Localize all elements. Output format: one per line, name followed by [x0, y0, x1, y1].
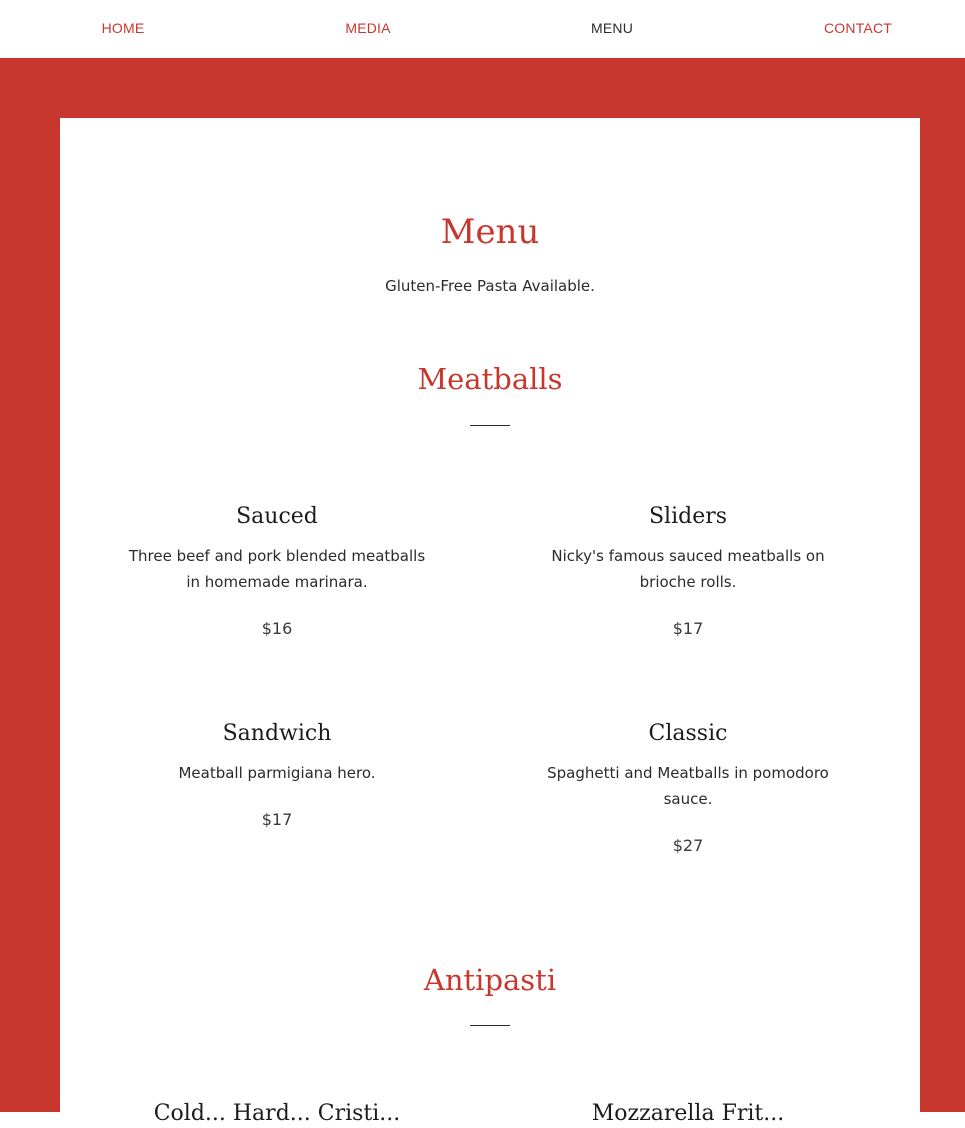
item-name: Mozzarella Frit... [591, 1101, 785, 1126]
item-price: $16 [261, 619, 293, 638]
item-name: Sliders [648, 504, 728, 529]
nav-media-link[interactable]: MEDIA [345, 20, 391, 36]
section-divider [470, 425, 510, 426]
menu-item [538, 720, 838, 855]
item-description: Nicky's famous sauced meatballs on brioche rolls. [551, 547, 825, 591]
nav-menu-link[interactable]: MENU [590, 20, 634, 36]
section-divider [470, 1025, 510, 1026]
item-price: $27 [672, 836, 704, 855]
item-price: $17 [261, 810, 293, 829]
item-name: Classic [648, 721, 728, 746]
nav-home-link[interactable]: HOME [101, 20, 145, 36]
section-title-meatballs: Meatballs [417, 362, 563, 396]
menu-item [538, 503, 838, 638]
menu-item [127, 503, 427, 638]
nav-contact-link[interactable]: CONTACT [823, 20, 893, 36]
item-description: Meatball parmigiana hero. [178, 764, 376, 782]
item-name: Sauced [236, 504, 318, 529]
page-subtitle: Gluten-Free Pasta Available. [385, 277, 595, 295]
page-title: Menu [440, 212, 540, 252]
item-description: Three beef and pork blended meatballs in homemade marinara. [128, 547, 426, 591]
menu-item [127, 720, 427, 829]
item-description: Spaghetti and Meatballs in pomodoro sauce. [547, 764, 829, 808]
item-name: Cold... Hard... Cristi... [153, 1101, 401, 1126]
menu-card [60, 118, 920, 1126]
top-navigation [0, 0, 965, 58]
section-title-antipasti: Antipasti [423, 963, 557, 997]
item-price: $17 [672, 619, 704, 638]
item-name: Sandwich [222, 721, 332, 746]
